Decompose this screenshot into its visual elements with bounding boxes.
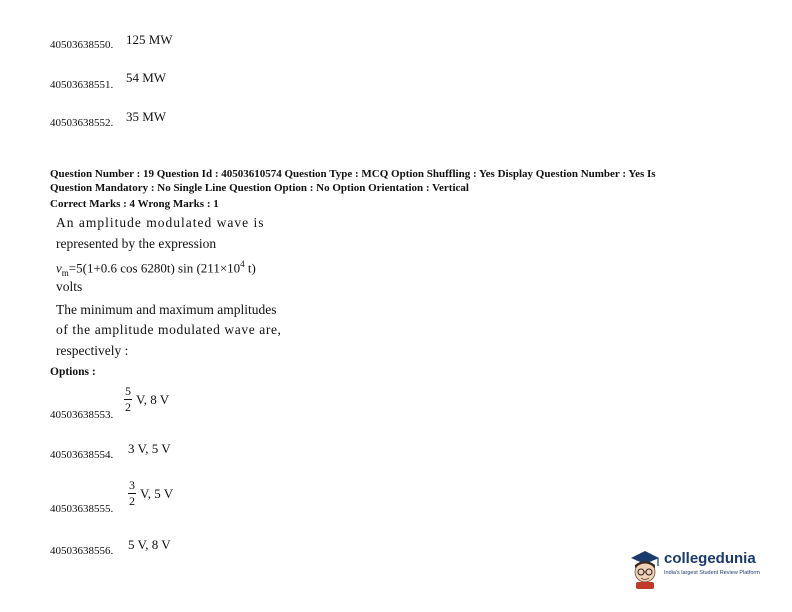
- fraction-denominator: 2: [129, 494, 135, 508]
- option-value: 125 MW: [126, 32, 173, 47]
- fraction: [128, 479, 136, 508]
- fraction-numerator: 5: [125, 384, 131, 398]
- option-value: 5 V, 8 V: [128, 537, 171, 552]
- option-value: 35 MW: [126, 109, 167, 124]
- option-id: 40503638553.: [50, 409, 114, 421]
- option-value: [124, 385, 169, 414]
- expr-body: =5(1+0.6 cos 6280t) sin (211×10: [68, 260, 241, 276]
- option-id: 40503638555.: [50, 503, 114, 515]
- option-value: [128, 479, 173, 508]
- question-meta-line1: Question Number : 19 Question Id : 40503610574 Question Type : MCQ Option Shuffling : Yes Display Question Number : Yes Is: [50, 168, 656, 180]
- logo-brand-text: collegedunia: [664, 550, 756, 567]
- question-text-line4: of the amplitude modulated wave are,: [56, 322, 282, 337]
- collegedunia-logo: [628, 546, 778, 594]
- option-id: 40503638556.: [50, 545, 114, 557]
- fraction-numerator: 3: [129, 478, 135, 492]
- student-mascot-icon: [628, 548, 662, 590]
- expr-end: t): [244, 260, 256, 276]
- question-text-volts: volts: [56, 279, 83, 294]
- option-id: 40503638554.: [50, 449, 114, 461]
- question-text-line1: An amplitude modulated wave is: [56, 215, 265, 230]
- option-value-text: V, 8 V: [136, 391, 170, 407]
- option-id: 40503638552.: [50, 117, 114, 129]
- option-value-text: V, 5 V: [140, 485, 174, 501]
- question-meta-line2: Question Mandatory : No Single Line Question Option : No Option Orientation : Vertical: [50, 182, 469, 194]
- fraction: [124, 385, 132, 414]
- option-value: 54 MW: [126, 70, 167, 85]
- options-label: Options :: [50, 366, 96, 378]
- question-text-line5: respectively :: [56, 343, 129, 358]
- option-id: 40503638550.: [50, 39, 114, 51]
- question-text-line3: The minimum and maximum amplitudes: [56, 302, 277, 317]
- question-text-line2: represented by the expression: [56, 236, 217, 251]
- fraction-denominator: 2: [125, 400, 131, 414]
- expr-sup: 4: [240, 259, 245, 269]
- option-value: 3 V, 5 V: [128, 441, 171, 456]
- question-expression: [56, 259, 256, 278]
- expr-sub: m: [61, 267, 69, 278]
- logo-tagline: India's largest Student Review Platform: [664, 570, 760, 576]
- question-marks: Correct Marks : 4 Wrong Marks : 1: [50, 198, 219, 210]
- expr-var: v: [56, 260, 62, 276]
- option-id: 40503638551.: [50, 79, 114, 91]
